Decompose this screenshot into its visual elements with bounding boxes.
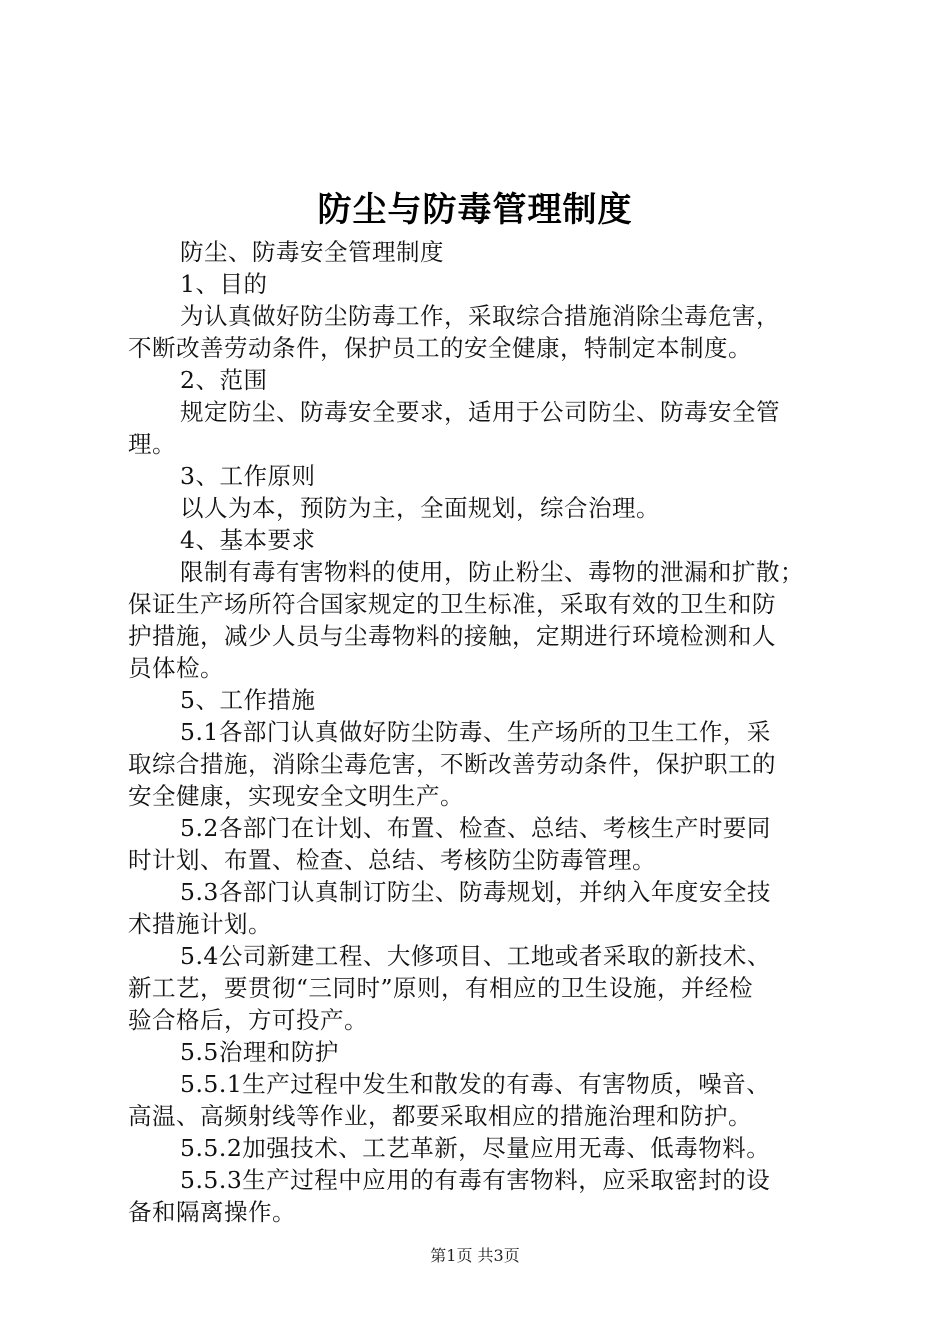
paragraph-line: 规定防尘、防毒安全要求，适用于公司防尘、防毒安全管 <box>180 398 780 426</box>
paragraph-line: 理。 <box>128 430 176 458</box>
paragraph-line: 3、工作原则 <box>180 462 316 490</box>
paragraph-line: 5.4公司新建工程、大修项目、工地或者采取的新技术、 <box>180 942 771 970</box>
paragraph-line: 2、范围 <box>180 366 268 394</box>
paragraph-line: 新工艺，要贯彻“三同时”原则，有相应的卫生设施，并经检 <box>128 974 754 1002</box>
paragraph-line: 时计划、布置、检查、总结、考核防尘防毒管理。 <box>128 846 656 874</box>
paragraph-line: 取综合措施，消除尘毒危害，不断改善劳动条件，保护职工的 <box>128 750 776 778</box>
document-title: 防尘与防毒管理制度 <box>317 190 633 230</box>
paragraph-line: 5.5.1生产过程中发生和散发的有毒、有害物质，噪音、 <box>180 1070 771 1098</box>
paragraph-line: 防尘、防毒安全管理制度 <box>180 238 444 266</box>
paragraph-line: 为认真做好防尘防毒工作，采取综合措施消除尘毒危害， <box>180 302 780 330</box>
paragraph-line: 员体检。 <box>128 654 224 682</box>
paragraph-line: 验合格后，方可投产。 <box>128 1006 368 1034</box>
paragraph-line: 限制有毒有害物料的使用，防止粉尘、毒物的泄漏和扩散； <box>180 558 804 586</box>
paragraph-line: 安全健康，实现安全文明生产。 <box>128 782 464 810</box>
paragraph-line: 不断改善劳动条件，保护员工的安全健康，特制定本制度。 <box>128 334 752 362</box>
paragraph-line: 5.5治理和防护 <box>180 1038 339 1066</box>
paragraph-line: 5.1各部门认真做好防尘防毒、生产场所的卫生工作，采 <box>180 718 771 746</box>
paragraph-line: 4、基本要求 <box>180 526 316 554</box>
paragraph-line: 护措施，减少人员与尘毒物料的接触，定期进行环境检测和人 <box>128 622 776 650</box>
paragraph-line: 5、工作措施 <box>180 686 316 714</box>
page-footer: 第1页 共3页 <box>430 1246 520 1265</box>
paragraph-line: 术措施计划。 <box>128 910 272 938</box>
paragraph-line: 5.5.2加强技术、工艺革新，尽量应用无毒、低毒物料。 <box>180 1134 771 1162</box>
paragraph-line: 以人为本，预防为主，全面规划，综合治理。 <box>180 494 660 522</box>
paragraph-line: 5.2各部门在计划、布置、检查、总结、考核生产时要同 <box>180 814 771 842</box>
document-body <box>128 236 832 1228</box>
paragraph-line: 备和隔离操作。 <box>128 1198 296 1226</box>
paragraph-line: 保证生产场所符合国家规定的卫生标准，采取有效的卫生和防 <box>128 590 776 618</box>
paragraph-line: 高温、高频射线等作业，都要采取相应的措施治理和防护。 <box>128 1102 752 1130</box>
paragraph-line: 5.5.3生产过程中应用的有毒有害物料，应采取密封的设 <box>180 1166 771 1194</box>
paragraph-line: 5.3各部门认真制订防尘、防毒规划，并纳入年度安全技 <box>180 878 771 906</box>
paragraph-line: 1、目的 <box>180 270 268 298</box>
